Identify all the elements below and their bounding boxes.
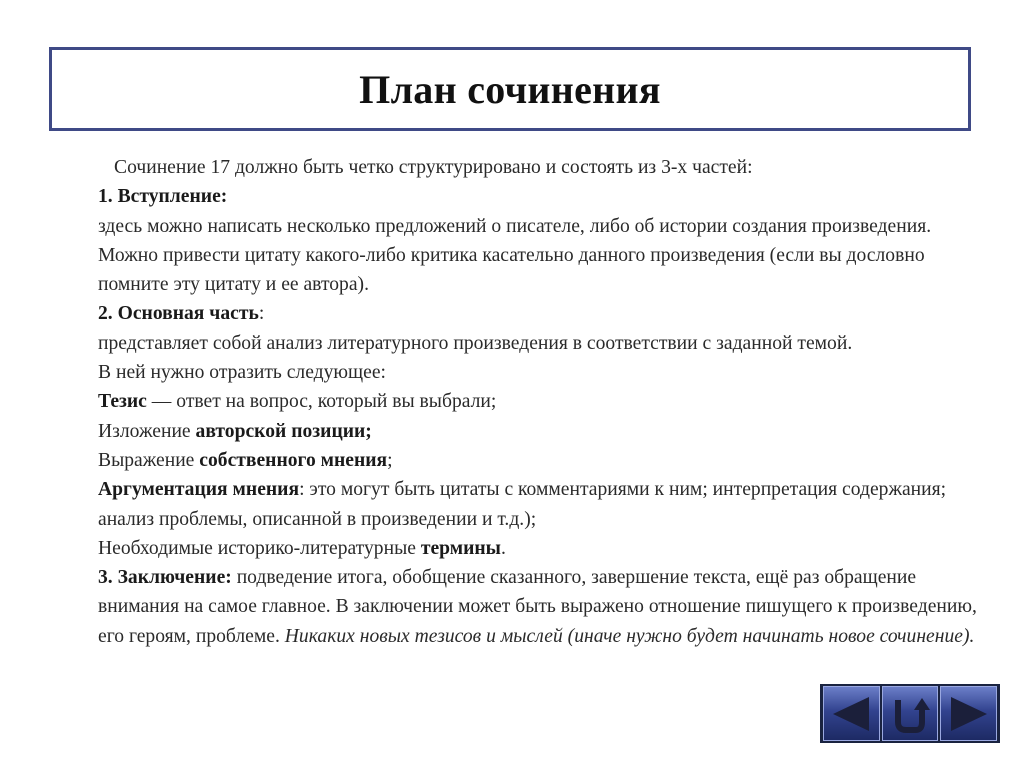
part1-text: здесь можно написать несколько предложений о писателе, либо об истории создания произведения. Можно привести цитату какого-либо критика касательно данного произведения (если вы дословно помните эту цитату и ее автора). [98, 215, 932, 296]
part3-paragraph: 3. Заключение: подведение итога, обобщение сказанного, завершение текста, ещё раз обращение внимания на самое главное. В заключении может быть выражено отношение пишущего к произведению, его героям, проблеме. Никаких новых тезисов и мыслей (иначе нужно будет начинать новое сочинение). [98, 567, 977, 647]
left-arrow-icon [829, 694, 873, 734]
list-item-author-position: Изложение авторской позиции; [98, 420, 372, 442]
prev-slide-button[interactable] [823, 686, 880, 741]
return-arrow-icon [888, 692, 932, 736]
part3-italic: Никаких новых тезисов и мыслей (иначе нужно будет начинать новое сочинение). [284, 625, 975, 647]
list-item-thesis: Тезис — ответ на вопрос, который вы выбрали; [98, 391, 497, 413]
content-body [98, 153, 978, 651]
part2-heading: 2. Основная часть: [98, 303, 265, 325]
intro-text: Сочинение 17 должно быть четко структурировано и состоять из 3-х частей: [114, 157, 753, 178]
list-item-argumentation: Аргументация мнения: это могут быть цитаты с комментариями к ним; интерпретация содержания; анализ проблемы, описанной в произведении и т.д.); [98, 479, 947, 530]
part1-heading: 1. Вступление: [98, 186, 228, 208]
title-box [49, 47, 971, 131]
return-button[interactable] [882, 686, 939, 741]
right-arrow-icon [947, 694, 991, 734]
navigation-buttons [820, 684, 1000, 743]
part2-text: представляет собой анализ литературного произведения в соответствии с заданной темой. [98, 332, 853, 354]
list-item-own-opinion: Выражение собственного мнения; [98, 449, 393, 471]
list-item-terms: Необходимые историко-литературные термины. [98, 537, 506, 559]
next-slide-button[interactable] [940, 686, 997, 741]
part2-reflect: В ней нужно отразить следующее: [98, 362, 386, 384]
page-title: План сочинения [359, 66, 661, 112]
